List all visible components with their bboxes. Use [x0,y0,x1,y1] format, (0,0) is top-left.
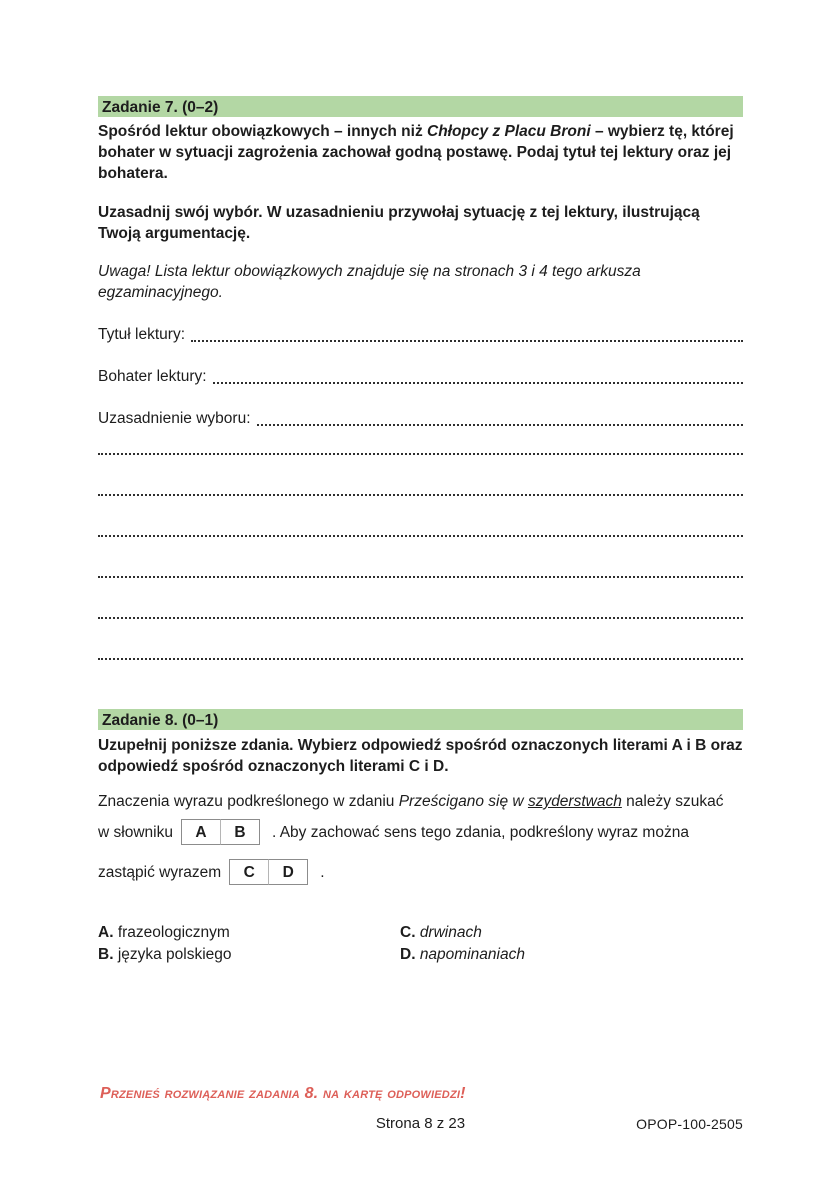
option-b-text: języka polskiego [117,945,232,963]
task8-header [98,709,743,730]
page-footer [98,1113,743,1134]
task7-paragraph-1 [98,121,743,184]
transfer-note: Przenieś rozwiązanie zadania 8. na kartę odpowiedzi! [100,1085,466,1102]
answer-line [98,619,743,660]
task8-header-label: Zadanie 8. (0–1) [102,712,219,729]
choice-box-cd [229,859,308,885]
field-justification [98,408,743,429]
field-title-label: Tytuł lektury: [98,326,185,343]
task7-p1-text-after: – wybierz tę, której bohater w sytuacji zagrożenia zachował godną postawę. Podaj tytuł tej lektury oraz jej bohatera. [98,123,734,182]
task8-s3-text-after: . [320,863,325,881]
choice-cell-d: D [268,859,308,885]
answer-line [98,455,743,496]
field-title-dotted-line [191,340,743,342]
task8-s2-text-after: . Aby zachować sens tego zdania, podkreślony wyraz można [271,823,689,841]
task7-p1-text: Spośród lektur obowiązkowych – innych niż [98,123,427,140]
option-c [400,922,743,944]
option-c-text: drwinach [419,924,482,941]
option-a-text: frazeologicznym [117,924,230,941]
answer-line [98,537,743,578]
option-d-letter: D. [400,945,416,963]
page-content [98,96,743,965]
task8-s1-text-after: należy szukać [621,793,724,810]
task8-options [98,922,743,965]
field-justification-dotted-line [257,424,743,426]
task8-sentence-2 [98,812,743,852]
choice-cell-b: B [220,819,260,845]
task7-header-label: Zadanie 7. (0–2) [102,99,219,116]
task7-paragraph-2: Uzasadnij swój wybór. W uzasadnieniu przywołaj sytuację z tej lektury, ilustrującą Twoją argumentację. [98,204,700,242]
option-b [98,944,400,966]
field-hero-dotted-line [213,382,743,384]
task7-header [98,96,743,117]
field-hero-label: Bohater lektury: [98,368,207,385]
answer-line [98,578,743,619]
option-a [98,922,400,944]
task8-s1-text: Znaczenia wyrazu podkreślonego w zdaniu [98,793,399,810]
option-a-letter: A. [98,924,114,941]
field-hero [98,366,743,387]
task8-s3-text: zastąpić wyrazem [98,863,222,881]
task8-instruction: Uzupełnij poniższe zdania. Wybierz odpowiedź spośród oznaczonych literami A i B oraz odpowiedź spośród oznaczonych literami C i D. [98,737,743,775]
option-d-text: napominaniach [419,945,525,963]
choice-cell-c: C [229,859,269,885]
task8-sentence-3 [98,852,743,892]
task8-s1-quote: Prześcigano się w [398,793,528,810]
choice-cell-a: A [181,819,221,845]
task7-p1-book-title: Chłopcy z Placu Broni [427,123,591,140]
task8-s2-text: w słowniku [98,823,173,841]
task8-s1-underlined-word: szyderstwach [527,793,622,810]
task8-sentence-1 [98,791,743,812]
field-title [98,324,743,345]
answer-line [98,429,743,455]
page-number: Strona 8 z 23 [375,1115,466,1132]
answer-line [98,496,743,537]
exam-sheet-code: OPOP-100-2505 [636,1116,743,1132]
task7-note: Uwaga! Lista lektur obowiązkowych znajduje się na stronach 3 i 4 tego arkusza egzaminacyjnego. [98,263,641,301]
field-justification-label: Uzasadnienie wyboru: [98,410,251,427]
option-b-letter: B. [98,945,114,963]
choice-box-ab [181,819,260,845]
option-c-letter: C. [400,924,416,941]
answer-lines [98,429,743,660]
option-d [400,944,743,966]
